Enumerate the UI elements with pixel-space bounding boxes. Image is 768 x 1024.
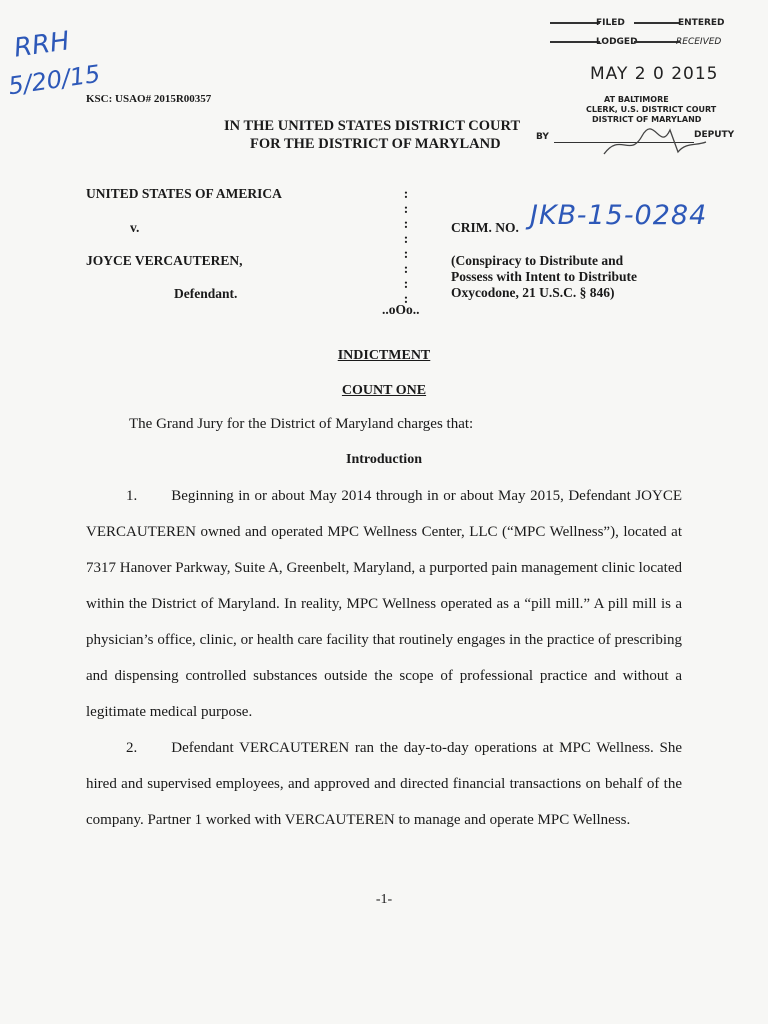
handwritten-date: 5/20/15 <box>6 59 103 101</box>
handwritten-initials: RRH <box>12 26 72 64</box>
stamp-deputy: DEPUTY <box>694 130 735 140</box>
stamp-date: MAY 2 0 2015 <box>590 64 719 84</box>
paragraph-1 <box>86 478 682 730</box>
caption-defendant-name: JOYCE VERCAUTEREN, <box>86 253 243 268</box>
caption-separator: ..oOo.. <box>382 302 420 317</box>
caption-plaintiff: UNITED STATES OF AMERICA <box>86 186 282 201</box>
charge-line-3: Oxycodone, 21 U.S.C. § 846) <box>451 285 615 300</box>
charge-line-1: (Conspiracy to Distribute and <box>451 253 624 268</box>
caption-colon-column: : : : : : : : : <box>403 186 409 306</box>
paragraph-2-text: Defendant VERCAUTEREN ran the day-to-day operations at MPC Wellness. She hired and supervised employees, and approved and directed financial transactions on behalf of the company. Partner 1 worked with VERCAUTEREN to manage and operate MPC Wellness. <box>86 740 682 828</box>
stamp-label-received: RECEIVED <box>676 37 722 47</box>
crim-no-label: CRIM. NO. <box>451 220 519 235</box>
stamp-by: BY <box>536 132 549 142</box>
stamp-line-received <box>634 41 680 43</box>
stamp-label-filed: FILED <box>596 18 625 28</box>
document-title: INDICTMENT <box>337 348 431 363</box>
intro-sentence: The Grand Jury for the District of Maryland charges that: <box>129 416 474 432</box>
caption-versus: v. <box>130 220 140 235</box>
charge-line-2: Possess with Intent to Distribute <box>451 269 638 284</box>
caption-defendant-label: Defendant. <box>174 286 238 301</box>
handwritten-case-number: JKB-15-0284 <box>530 200 708 231</box>
page-number: -1- <box>375 892 393 907</box>
court-name-line-2: FOR THE DISTRICT OF MARYLAND <box>250 136 501 152</box>
stamp-label-entered: ENTERED <box>678 18 725 28</box>
paragraph-2 <box>86 730 682 838</box>
stamp-location: AT BALTIMORE <box>604 95 669 104</box>
deputy-signature-scribble <box>600 122 710 162</box>
paragraph-2-number: 2. <box>126 740 138 756</box>
ksc-usao-number: KSC: USAO# 2015R00357 <box>86 93 212 105</box>
court-name-line-1: IN THE UNITED STATES DISTRICT COURT <box>224 118 521 134</box>
stamp-line-filed <box>550 22 600 24</box>
paragraph-1-text: Beginning in or about May 2014 through in or about May 2015, Defendant JOYCE VERCAUTEREN owned and operated MPC Wellness Center, LLC (“MPC Wellness”), located at 7317 Hanover Parkway, Suite A, Greenbelt, Maryland, a purported pain management clinic located within the District of Maryland. In reality, MPC Wellness operated as a “pill mill.” A pill mill is a physician’s office, clinic, or health care facility that routinely engages in the practice of prescribing and dispensing controlled substances outside the scope of professional practice and without a legitimate medical purpose. <box>86 488 682 720</box>
section-heading-introduction: Introduction <box>346 452 422 467</box>
paragraph-1-number: 1. <box>126 488 138 504</box>
stamp-court: CLERK, U.S. DISTRICT COURT <box>586 105 717 114</box>
stamp-line-lodged <box>550 41 600 43</box>
stamp-district: DISTRICT OF MARYLAND <box>592 115 702 124</box>
stamp-line-entered <box>634 22 680 24</box>
stamp-label-lodged: LODGED <box>596 37 638 47</box>
clerk-stamp <box>536 12 740 162</box>
count-heading: COUNT ONE <box>341 383 427 398</box>
